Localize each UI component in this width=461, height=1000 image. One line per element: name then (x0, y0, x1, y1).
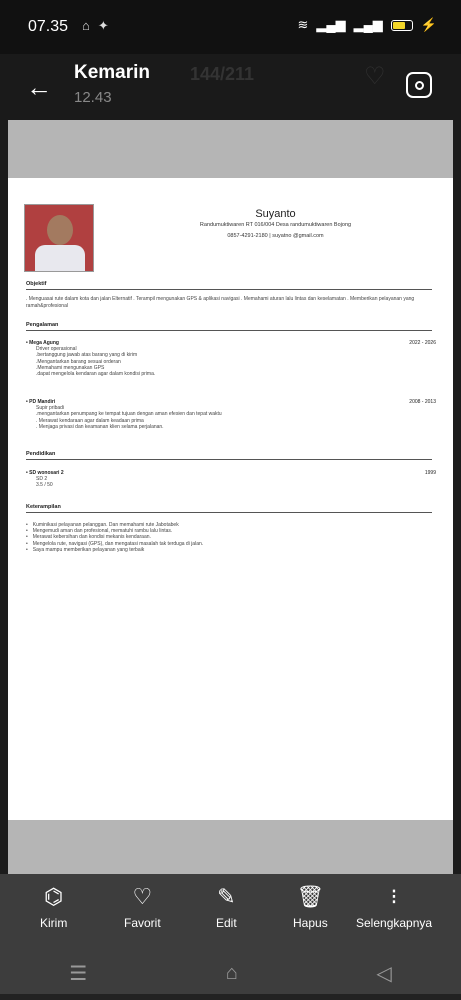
education-line: SD 2 (36, 476, 48, 483)
trash-icon: 🗑 (296, 884, 325, 909)
action-label: Edit (216, 916, 237, 930)
heart-icon: ♡ (132, 884, 153, 909)
battery-icon (391, 20, 413, 31)
section-objective: Objektif (26, 281, 432, 290)
job-line: . Menjaga privasi dan keamanan klien selama perjalanan. (36, 423, 164, 430)
charging-icon: ⚡ (420, 17, 437, 32)
job-role: Supir pribadi (36, 405, 65, 412)
section-skills: Keterampilan (26, 504, 432, 513)
edit-button[interactable] (216, 884, 237, 930)
objective-text: . Menguasai rute dalam kota dan jalan Elternatif . Terampil mengunakan GPS & aplikasi navigasi . Memahami aturan lalu lintas dan keselamatan . Memberikan pelayanan yang ramah&profesional (26, 296, 415, 310)
job-dates: 2022 - 2026 (409, 340, 436, 346)
page-margin-top (8, 120, 453, 178)
skill-item: • Mengelola rute, navigasi (GPS), dan mengatasi masalah tak terduga di jalan. (26, 541, 436, 547)
signal-icon: ▂▄▆ (316, 17, 346, 32)
action-label: Selengkapnya (356, 916, 433, 930)
more-button[interactable] (356, 884, 432, 930)
school-name: SD wonosari 2 (29, 470, 64, 476)
resume-address: Randumuktiwaren RT 016/004 Desa randumuktiwaren Bojong (199, 222, 352, 228)
job-line: .bertanggung jawab atas barang yang di kirim (36, 352, 138, 359)
skill-item: • Kuminikasi pelayanan pelanggan. Dan memahami rute Jabotabek (26, 522, 436, 528)
skill-item: • Saya mampu memberikan pelayanan yang terbaik (26, 547, 436, 553)
signal-icon: ▂▄▆ (353, 17, 383, 32)
skill-item: • Mengemudi aman dan profesional, mematuhi rambu lalu lintas. (26, 528, 436, 534)
job-line: .Mengantarkan barang sesuai orderan (36, 358, 121, 365)
job-dates: 2008 - 2013 (409, 399, 436, 405)
skills-list (26, 522, 436, 553)
action-label: Kirim (40, 916, 68, 930)
education-line: 3.5 / 50 (36, 482, 53, 489)
status-left-icons (82, 18, 109, 34)
edit-icon: ✎ (217, 884, 236, 909)
share-icon: ⌬ (44, 884, 64, 909)
resume-contact: 0857-4291-2180 | suyatno @gmail.com (227, 233, 324, 239)
status-time: 07.35 (28, 18, 69, 35)
action-label: Hapus (293, 916, 328, 930)
share-button[interactable] (40, 884, 67, 930)
school-year: 1999 (424, 470, 436, 476)
job-line: .dapat mengelola kendaran agar dalam kondisi prima. (36, 371, 156, 378)
status-bar (0, 0, 461, 54)
back-nav-icon[interactable]: ◁ (376, 962, 392, 985)
lens-icon[interactable] (406, 72, 432, 98)
job-line: . Merawat kendaraan agar dalam keadaan prima (36, 417, 144, 424)
job-item: • Mega Agung 2022 - 2026 Driver operasional .bertanggung jawab atas barang yang di kirim .Mengantarkan barang sesuai orderan .Memahami mengunakan GPS .dapat mengelola kendaran agar dalam kondisi prima. (26, 340, 436, 378)
skill-item: • Merawat kebersihan dan kondisi mekanis kendaraan. (26, 534, 436, 540)
page-title: Kemarin (74, 62, 151, 83)
notification-icon: ✦ (97, 18, 109, 33)
system-nav-bar (0, 946, 461, 1000)
job-company: PD Mandiri (29, 399, 56, 405)
home-icon: ⌂ (82, 18, 90, 33)
more-icon: ⁝ (390, 884, 398, 909)
action-label: Favorit (124, 916, 161, 930)
back-arrow-icon[interactable]: ← (26, 72, 52, 102)
section-education: Pendidikan (26, 451, 432, 460)
favorite-button[interactable] (124, 884, 161, 930)
job-item: • PD Mandiri 2008 - 2013 Supir pribadi .mengantarkan penumpang ke tempat tujuan dengan aman efesien dan tepat waktu . Merawat kendaraan agar dalam keadaan prima . Menjaga privasi dan keamanan klien selama perjalanan. (26, 399, 436, 430)
job-role: Driver operasional (36, 346, 77, 353)
action-bar (0, 874, 461, 1000)
status-right-icons (297, 17, 437, 33)
resume-document (8, 178, 453, 820)
image-viewer[interactable] (0, 120, 461, 874)
wifi-icon: ≋ (297, 17, 309, 32)
resume-name: Suyanto (255, 208, 296, 220)
education-item: • SD wonosari 2 1999 SD 2 3.5 / 50 (26, 470, 436, 489)
page-margin-bottom (8, 820, 453, 874)
bottom-strip (0, 994, 461, 1000)
delete-button[interactable] (293, 884, 328, 930)
job-line: .Memahami mengunakan GPS (36, 364, 105, 371)
page-subtitle: 12.43 (74, 89, 112, 106)
section-experience: Pengalaman (26, 322, 432, 331)
job-line: .mengantarkan penumpang ke tempat tujuan dengan aman efesien dan tepat waktu (36, 411, 222, 418)
app-header (0, 54, 461, 120)
image-counter: 144/211 (190, 64, 255, 84)
favorite-icon[interactable]: ♡ (364, 63, 386, 90)
job-company: Mega Agung (29, 340, 59, 346)
home-nav-icon[interactable]: ⌂ (225, 961, 238, 984)
menu-icon[interactable]: ☰ (69, 962, 88, 985)
